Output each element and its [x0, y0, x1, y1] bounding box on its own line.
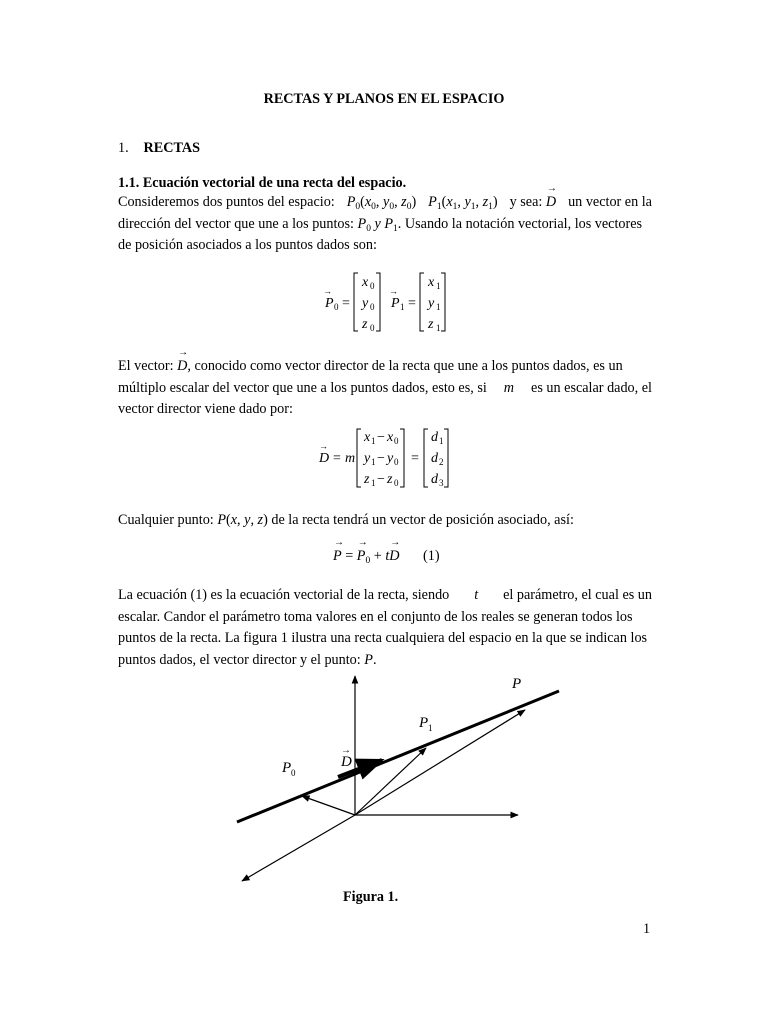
paragraph-line	[118, 379, 652, 401]
p0-vector	[302, 796, 355, 815]
paragraph-line: vector director viene dado por:	[118, 401, 293, 417]
svg-text:x: x	[362, 275, 369, 290]
svg-text:m: m	[345, 451, 356, 466]
inline-math-points: $P_0$ y $P_1$	[357, 215, 398, 234]
section-number: 1.	[118, 140, 129, 156]
svg-text:1: 1	[400, 302, 405, 312]
svg-text:z: z	[387, 472, 393, 487]
svg-text:x: x	[387, 430, 394, 445]
svg-text:2: 2	[439, 457, 444, 467]
text-run: . Usando la notación vectorial, los vectores	[397, 215, 643, 232]
svg-text:z: z	[362, 317, 368, 332]
subsection-heading: 1.1. Ecuación vectorial de una recta del espacio.	[118, 175, 407, 191]
figure-1-diagram	[0, 660, 768, 890]
paragraph-line	[118, 193, 652, 215]
inline-math-p: P	[364, 651, 373, 668]
document-title: RECTAS Y PLANOS EN EL ESPACIO	[263, 91, 505, 107]
svg-text:z: z	[364, 472, 370, 487]
svg-text:d: d	[431, 451, 438, 466]
text-run: La ecuación (1) es la ecuación vectorial de la recta, siendo	[118, 587, 450, 603]
svg-text:P: P	[325, 296, 334, 311]
svg-text:D: D	[319, 451, 330, 466]
paragraph-line	[118, 215, 652, 237]
svg-text:1: 1	[436, 281, 441, 291]
svg-text:y: y	[387, 451, 394, 466]
paragraph-line	[118, 586, 652, 608]
svg-text:−: −	[377, 472, 385, 487]
svg-text:→: →	[319, 441, 328, 451]
svg-text:y: y	[364, 451, 371, 466]
text-run: y sea: → D	[510, 193, 557, 215]
svg-text:→: →	[389, 286, 398, 296]
svg-text:y: y	[362, 296, 369, 311]
svg-text:0: 0	[370, 281, 375, 291]
line-recta	[237, 691, 559, 822]
inline-math-p1: $P_1(x_1$, $y_1$, $z_1$)	[428, 194, 498, 212]
paragraph-3	[118, 511, 652, 533]
svg-text:=: =	[333, 451, 341, 466]
svg-text:1: 1	[371, 457, 376, 467]
paragraph-line: puntos dados, el vector director y el punto: P.	[118, 651, 377, 668]
svg-text:P: P	[391, 296, 400, 311]
paragraph-line	[118, 357, 652, 379]
label-d-arrow: →	[341, 745, 351, 756]
x-axis	[242, 815, 355, 881]
svg-text:3: 3	[439, 478, 444, 488]
svg-text:−: −	[377, 430, 385, 445]
paragraph-1	[118, 193, 652, 258]
svg-text:d: d	[431, 472, 438, 487]
text-run: múltiplo escalar del vector que une a los puntos dados, esto es, si	[118, 379, 487, 396]
section-heading	[118, 139, 200, 158]
text-run: el parámetro, el cual es un	[503, 587, 652, 603]
paragraph-line: de posición asociados a los puntos dados son:	[118, 237, 377, 253]
svg-text:y: y	[428, 296, 435, 311]
position-vectors-equation	[300, 268, 480, 336]
label-p: P	[512, 676, 522, 692]
paragraph-2	[118, 357, 652, 422]
text-run: , conocido como vector director de la recta que une a los puntos dados, es un	[187, 358, 623, 374]
svg-text:1: 1	[439, 436, 444, 446]
svg-text:0: 0	[394, 436, 399, 446]
label-p1: P	[419, 715, 429, 731]
text-run: Consideremos dos puntos del espacio:	[118, 194, 335, 210]
svg-text:0: 0	[370, 323, 375, 333]
svg-text:1: 1	[371, 436, 376, 446]
equation-number: (1)	[423, 548, 440, 564]
text-run: dirección del vector que une a los puntos:	[118, 215, 354, 232]
label-d: D	[341, 754, 352, 770]
text-run: de la recta tendrá un vector de posición asociado, así:	[271, 512, 574, 528]
svg-text:d: d	[431, 430, 438, 445]
label-p0-subscript: 0	[291, 768, 296, 778]
svg-text:=: =	[408, 296, 416, 311]
svg-text:0: 0	[394, 478, 399, 488]
figure-caption: Figura 1.	[343, 889, 399, 905]
inline-math-p0: $P_0(x_0$, $y_0$, $z_0$)	[346, 194, 417, 212]
vector-equation: → P = → $P_0 + t\to D$	[333, 547, 400, 566]
svg-text:=: =	[411, 451, 419, 466]
svg-text:x: x	[428, 275, 435, 290]
svg-text:0: 0	[370, 302, 375, 312]
svg-text:0: 0	[334, 302, 339, 312]
inline-math-t: t	[474, 587, 479, 603]
label-p1-subscript: 1	[428, 723, 433, 733]
text-run: un vector en la	[568, 194, 652, 210]
text-run: es un escalar dado, el	[531, 379, 652, 396]
svg-text:−: −	[377, 451, 385, 466]
svg-text:0: 0	[394, 457, 399, 467]
inline-math-pxyz: P(x, y, z)	[217, 512, 268, 528]
section-title: RECTAS	[143, 140, 201, 156]
text-run: Cualquier punto:	[118, 512, 214, 528]
svg-text:z: z	[428, 317, 434, 332]
page-number: 1	[643, 921, 651, 937]
svg-text:1: 1	[436, 302, 441, 312]
svg-text:x: x	[364, 430, 371, 445]
text-run: puntos dados, el vector director y el punto:	[118, 651, 361, 668]
inline-math-d: → D	[177, 357, 187, 376]
label-p0: P	[282, 760, 292, 776]
inline-math-m: m	[503, 379, 515, 396]
svg-text:→: →	[323, 286, 332, 296]
svg-text:=: =	[342, 296, 350, 311]
director-vector-equation	[310, 424, 470, 492]
paragraph-line	[118, 511, 652, 533]
paragraph-line: puntos de la recta. La figura 1 ilustra una recta cualquiera del espacio en la que se indican los	[118, 630, 648, 646]
paragraph-line: escalar. Candor el parámetro toma valores en el conjunto de los reales se generan todos los	[118, 608, 633, 625]
svg-text:1: 1	[371, 478, 376, 488]
svg-text:1: 1	[436, 323, 441, 333]
text-run: El vector:	[118, 358, 174, 374]
